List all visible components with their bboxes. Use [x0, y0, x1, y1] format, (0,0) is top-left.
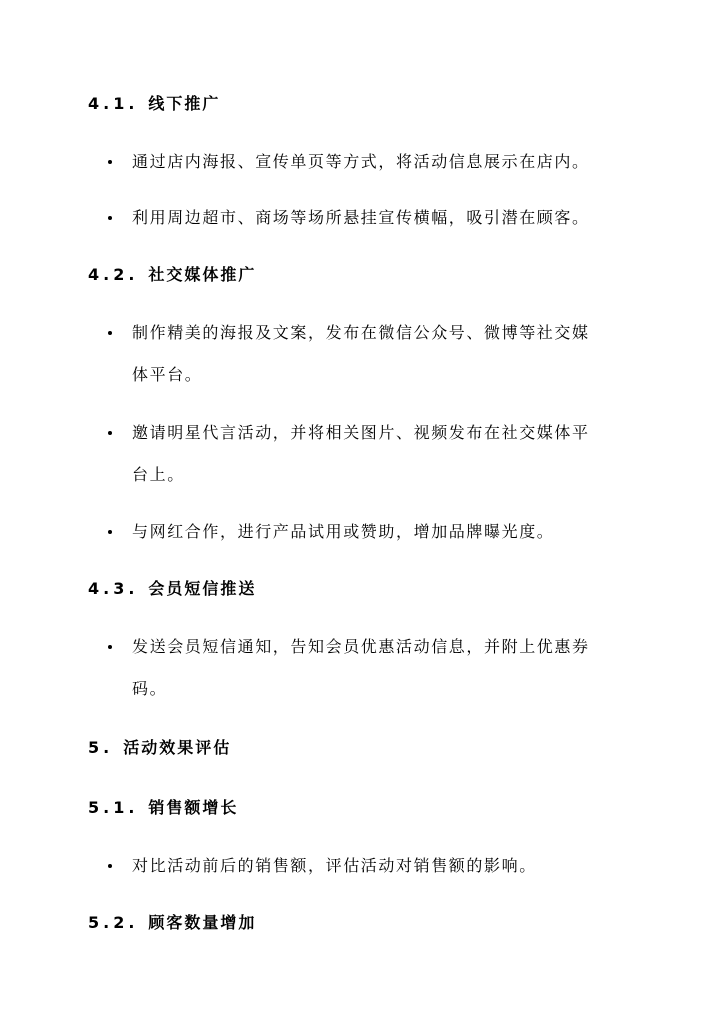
- section-title: 社交媒体推广: [148, 265, 257, 284]
- bullet-icon: [108, 864, 112, 868]
- section-number: 4.1.: [88, 94, 139, 113]
- section-number: 5.1.: [88, 798, 139, 817]
- list-item-line: 发送会员短信通知，告知会员优惠活动信息，并附上优惠券: [132, 637, 590, 656]
- section-heading-5-2: [88, 910, 256, 933]
- list-item-line: 邀请明星代言活动，并将相关图片、视频发布在社交媒体平: [132, 423, 590, 442]
- section-heading-4-2: [88, 262, 256, 285]
- section-heading-4-1: [88, 91, 220, 114]
- list-item: 对比活动前后的销售额，评估活动对销售额的影响。: [132, 856, 537, 875]
- section-title: 会员短信推送: [148, 579, 257, 598]
- bullet-icon: [108, 645, 112, 649]
- section-title: 顾客数量增加: [148, 913, 257, 932]
- section-title: 线下推广: [148, 94, 221, 113]
- list-item-line: 台上。: [132, 465, 185, 484]
- section-title: 活动效果评估: [123, 738, 232, 757]
- list-item: 利用周边超市、商场等场所悬挂宣传横幅，吸引潜在顾客。: [132, 208, 590, 227]
- section-number: 4.2.: [88, 265, 139, 284]
- list-item-line: 制作精美的海报及文案，发布在微信公众号、微博等社交媒: [132, 323, 590, 342]
- section-heading-5-1: [88, 795, 238, 818]
- section-heading-5: [88, 735, 231, 758]
- section-number: 4.3.: [88, 579, 139, 598]
- list-item: 通过店内海报、宣传单页等方式，将活动信息展示在店内。: [132, 152, 590, 171]
- bullet-icon: [108, 331, 112, 335]
- list-item-line: 码。: [132, 679, 168, 698]
- bullet-icon: [108, 431, 112, 435]
- bullet-icon: [108, 160, 112, 164]
- list-item: 与网红合作，进行产品试用或赞助，增加品牌曝光度。: [132, 522, 555, 541]
- section-number: 5.2.: [88, 913, 139, 932]
- bullet-icon: [108, 216, 112, 220]
- section-number: 5.: [88, 738, 114, 757]
- section-title: 销售额增长: [148, 798, 239, 817]
- bullet-icon: [108, 530, 112, 534]
- section-heading-4-3: [88, 576, 256, 599]
- list-item-line: 体平台。: [132, 365, 203, 384]
